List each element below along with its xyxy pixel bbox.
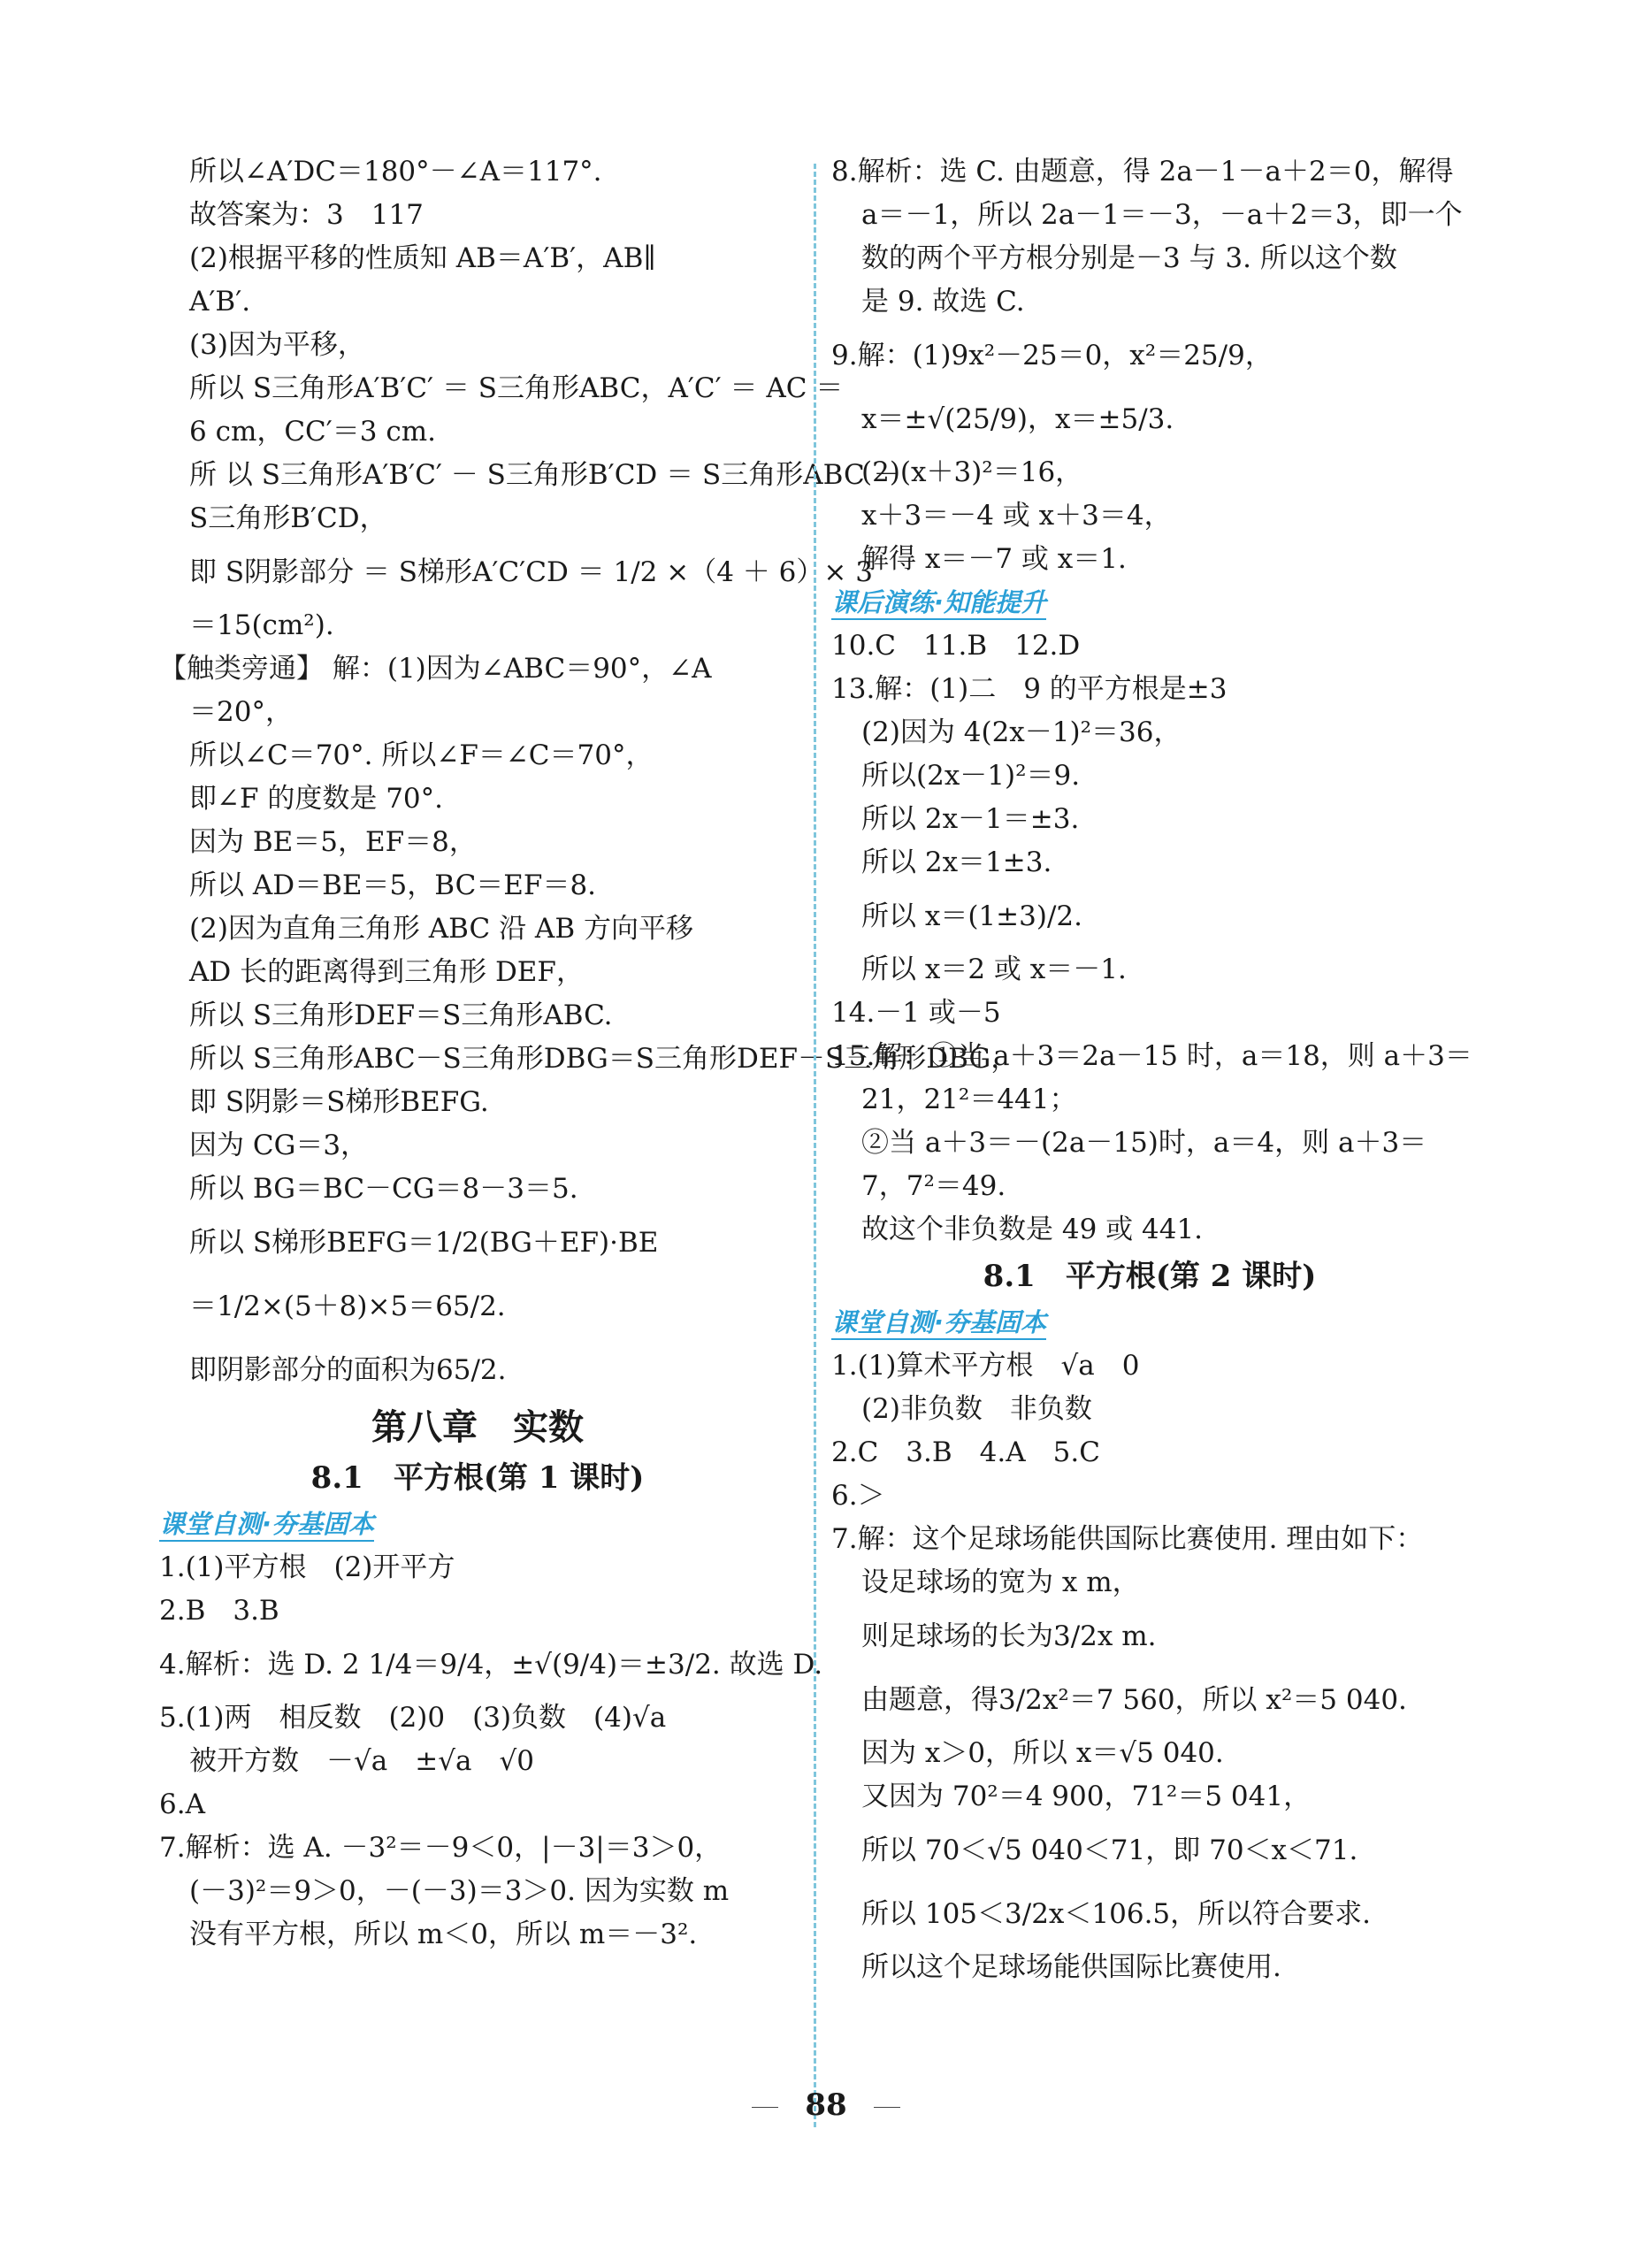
- text-line: 10.C 11.B 12.D: [831, 630, 1081, 662]
- text-line: 所以 S梯形BEFG＝1/2(BG＋EF)·BE: [189, 1227, 659, 1259]
- text-line: 所以 x＝2 或 x＝－1.: [861, 954, 1127, 985]
- text-line: 7，7²＝49.: [861, 1170, 1006, 1202]
- text-line: ＝15(cm²).: [189, 609, 334, 641]
- section-heading: [831, 581, 1468, 624]
- text-line: 14.－1 或－5: [831, 997, 1001, 1029]
- section-heading-text: 课后演练·知能提升: [831, 587, 1046, 620]
- text-line: 所以 S三角形A′B′C′ ＝ S三角形ABC，A′C′ ＝ AC ＝: [189, 372, 844, 404]
- text-line: 所 以 S三角形A′B′C′ － S三角形B′CD ＝ S三角形ABC －: [189, 459, 901, 491]
- text-line: 21，21²＝441；: [861, 1084, 1077, 1115]
- text-line: x＋3＝－4 或 x＋3＝4，: [861, 500, 1172, 532]
- text-line: 所以 AD＝BE＝5，BC＝EF＝8.: [189, 869, 597, 901]
- text-line: 解得 x＝－7 或 x＝1.: [861, 543, 1127, 575]
- text-line: 故答案为：3 117: [189, 199, 424, 231]
- text-line: 6.＞: [831, 1480, 885, 1512]
- text-line: ②当 a＋3＝－(2a－15)时，a＝4，则 a＋3＝: [861, 1127, 1427, 1159]
- text-line: 2.B 3.B: [159, 1595, 279, 1627]
- text-line: 又因为 70²＝4 900，71²＝5 041，: [861, 1781, 1312, 1812]
- text-line: x＝±√(25/9)，x＝±5/3.: [861, 403, 1174, 435]
- text-line: S三角形B′CD，: [189, 502, 387, 534]
- text-line: 5.(1)两 相反数 (2)0 (3)负数 (4)√a: [159, 1702, 667, 1734]
- page-number-text: 88: [805, 2087, 847, 2123]
- text-line: 6 cm，CC′＝3 cm.: [189, 416, 436, 448]
- text-line: 所以 S三角形ABC－S三角形DBG＝S三角形DEF－S三角形DBG，: [189, 1043, 1019, 1075]
- text-line: 2.C 3.B 4.A 5.C: [831, 1436, 1100, 1468]
- text-line: 所以(2x－1)²＝9.: [861, 760, 1081, 792]
- text-line: 所以∠C＝70°. 所以∠F＝∠C＝70°，: [189, 739, 654, 771]
- text-line: ＝1/2×(5＋8)×5＝65/2.: [189, 1291, 506, 1322]
- text-line: (2)因为 4(2x－1)²＝36，: [861, 716, 1182, 748]
- text-line: 7.解析：选 A. －3²＝－9＜0，|－3|＝3＞0，: [159, 1832, 723, 1864]
- text-line: A′B′.: [189, 286, 251, 318]
- section-heading: [831, 1301, 1468, 1344]
- text-line: 即 S阴影部分 ＝ S梯形A′C′CD ＝ 1/2 ×（4 ＋ 6）× 3: [189, 556, 873, 588]
- text-line: (－3)²＝9＞0，－(－3)＝3＞0. 因为实数 m: [189, 1875, 730, 1907]
- text-line: (2)根据平移的性质知 AB＝A′B′，AB∥: [189, 242, 656, 274]
- text-line: 所以这个足球场能供国际比赛使用.: [861, 1951, 1281, 1983]
- text-line: 故这个非负数是 49 或 441.: [861, 1214, 1204, 1245]
- text-line: 所以∠A′DC＝180°－∠A＝117°.: [189, 156, 602, 188]
- text-line: AD 长的距离得到三角形 DEF，: [189, 956, 584, 988]
- text-line: 因为 x＞0，所以 x＝√5 040.: [861, 1737, 1224, 1769]
- chapter-heading: 8.1 平方根(第 1 课时): [310, 1460, 645, 1496]
- text-line: 因为 BE＝5，EF＝8，: [189, 826, 477, 858]
- text-line: 7.解：这个足球场能供国际比赛使用. 理由如下：: [831, 1523, 1424, 1555]
- text-line: 所以 2x－1＝±3.: [861, 803, 1080, 835]
- text-line: (3)因为平移，: [189, 329, 365, 361]
- text-line: (2)因为直角三角形 ABC 沿 AB 方向平移: [189, 913, 693, 945]
- text-line: 所以 BG＝BC－CG＝8－3＝5.: [189, 1173, 578, 1205]
- text-line: 设足球场的宽为 x m，: [861, 1566, 1140, 1598]
- section-heading-text: 课堂自测·夯基固本: [159, 1509, 374, 1542]
- text-line: 被开方数 －√a ±√a √0: [189, 1745, 534, 1777]
- text-line: 没有平方根，所以 m＜0，所以 m＝－3².: [189, 1919, 698, 1950]
- text-line: (2)非负数 非负数: [861, 1393, 1092, 1425]
- text-line: 所以 S三角形DEF＝S三角形ABC.: [189, 999, 613, 1031]
- text-line: 数的两个平方根分别是－3 与 3. 所以这个数: [861, 242, 1397, 274]
- column-divider: [814, 164, 816, 2127]
- text-line: 所以 70＜√5 040＜71，即 70＜x＜71.: [861, 1834, 1358, 1866]
- text-line: 4.解析：选 D. 2 1/4＝9/4，±√(9/4)＝±3/2. 故选 D.: [159, 1649, 823, 1681]
- text-line: 1.(1)算术平方根 √a 0: [831, 1350, 1140, 1382]
- text-line: 所以 2x＝1±3.: [861, 846, 1052, 878]
- text-line: 6.A: [159, 1788, 205, 1820]
- text-line: 【触类旁通】 解：(1)因为∠ABC＝90°，∠A: [159, 653, 712, 685]
- chapter-heading: 8.1 平方根(第 2 课时): [983, 1259, 1317, 1294]
- text-line: 所以 x＝(1±3)/2.: [861, 900, 1082, 932]
- section-heading: [159, 1503, 796, 1546]
- text-line: 13.解：(1)二 9 的平方根是±3: [831, 673, 1228, 705]
- text-line: 则足球场的长为3/2x m.: [861, 1620, 1157, 1652]
- chapter-heading: 第八章 实数: [371, 1406, 584, 1448]
- text-line: 是 9. 故选 C.: [861, 286, 1025, 318]
- text-line: (2)(x＋3)²＝16，: [861, 456, 1083, 488]
- text-line: 即∠F 的度数是 70°.: [189, 783, 443, 815]
- text-line: 因为 CG＝3，: [189, 1130, 369, 1161]
- section-heading-text: 课堂自测·夯基固本: [831, 1307, 1046, 1340]
- text-line: 由题意，得3/2x²＝7 560，所以 x²＝5 040.: [861, 1684, 1407, 1716]
- text-line: 即阴影部分的面积为65/2.: [189, 1354, 507, 1386]
- text-line: 8.解析：选 C. 由题意，得 2a－1－a＋2＝0，解得: [831, 156, 1454, 188]
- text-line: a＝－1，所以 2a－1＝－3，－a＋2＝3，即一个: [861, 199, 1463, 231]
- page-number: [0, 2087, 1652, 2123]
- text-line: 1.(1)平方根 (2)开平方: [159, 1551, 455, 1583]
- text-line: 9.解：(1)9x²－25＝0，x²＝25/9，: [831, 340, 1273, 371]
- text-line: 即 S阴影＝S梯形BEFG.: [189, 1086, 489, 1118]
- text-line: ＝20°，: [189, 696, 293, 728]
- text-line: 15.解：①当 a＋3＝2a－15 时，a＝18，则 a＋3＝: [831, 1040, 1472, 1072]
- right-column: [831, 150, 1472, 1989]
- text-line: 所以 105＜3/2x＜106.5，所以符合要求.: [861, 1898, 1371, 1930]
